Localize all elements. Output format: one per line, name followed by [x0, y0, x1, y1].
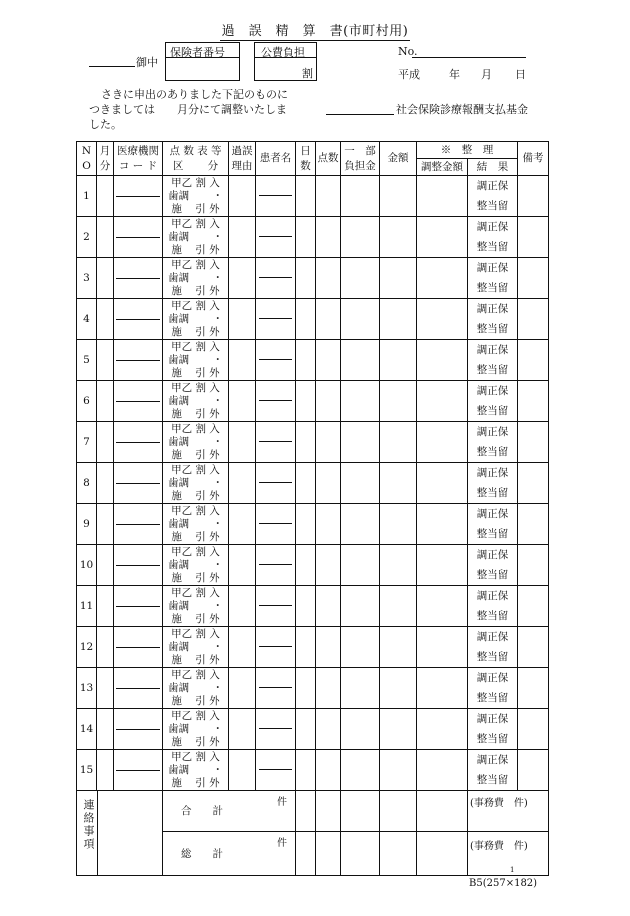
col-amount: 金額: [380, 142, 417, 176]
row-result[interactable]: 調正保 整当留: [468, 586, 518, 627]
row-points[interactable]: [316, 299, 341, 340]
row-patient-name[interactable]: [256, 381, 296, 422]
row-days[interactable]: [296, 422, 316, 463]
total-label-cell: [163, 791, 296, 832]
table-row: [77, 627, 549, 668]
row-institution-code[interactable]: [114, 668, 163, 709]
row-adjust-amount[interactable]: [417, 627, 468, 668]
col-adjust: ※ 整 理: [417, 142, 517, 159]
total-office-fee: (事務費 件): [468, 791, 549, 832]
row-remarks[interactable]: [518, 586, 549, 627]
row-patient-name[interactable]: [256, 627, 296, 668]
row-points[interactable]: [316, 668, 341, 709]
row-adjust-amount[interactable]: [417, 422, 468, 463]
row-month[interactable]: [97, 422, 114, 463]
row-days[interactable]: [296, 750, 316, 791]
row-copay[interactable]: [341, 627, 380, 668]
col-remarks: 備考: [518, 142, 549, 176]
row-amount[interactable]: [380, 258, 417, 299]
row-days[interactable]: [296, 586, 316, 627]
total-ken: 件: [277, 797, 287, 808]
no-label: No.: [398, 45, 418, 58]
row-patient-name[interactable]: [256, 750, 296, 791]
row-adjust-amount[interactable]: [417, 217, 468, 258]
row-copay[interactable]: [341, 299, 380, 340]
date-day: 日: [515, 68, 526, 81]
row-patient-name[interactable]: [256, 504, 296, 545]
row-month[interactable]: [97, 627, 114, 668]
row-amount[interactable]: [380, 750, 417, 791]
total-days[interactable]: [296, 791, 316, 832]
row-days[interactable]: [296, 463, 316, 504]
row-amount[interactable]: [380, 627, 417, 668]
row-amount[interactable]: [380, 586, 417, 627]
message-line-2: つきましては 月分にて調整いたしま: [89, 103, 287, 116]
total-points[interactable]: [316, 791, 341, 832]
addressee-suffix: 御中: [136, 56, 158, 69]
col-result: 結 果: [476, 161, 509, 173]
paper-size: B5(257×182): [469, 878, 538, 889]
row-result[interactable]: 調正保 整当留: [468, 381, 518, 422]
row-reason[interactable]: [229, 668, 256, 709]
row-result[interactable]: 調正保 整当留: [468, 258, 518, 299]
public-burden-wari: 割: [302, 67, 313, 80]
row-days[interactable]: [296, 627, 316, 668]
table-row: [77, 340, 549, 381]
row-institution-code[interactable]: [114, 545, 163, 586]
row-result[interactable]: 調正保 整当留: [468, 668, 518, 709]
row-reason[interactable]: [229, 627, 256, 668]
row-copay[interactable]: [341, 709, 380, 750]
row-reason[interactable]: [229, 586, 256, 627]
row-adjust-amount[interactable]: [417, 586, 468, 627]
row-points[interactable]: [316, 545, 341, 586]
row-kubun[interactable]: 甲乙 割 入 歯調 ・ 施 引 外: [163, 504, 229, 545]
message-line-3: した。: [89, 118, 122, 131]
row-adjust-amount[interactable]: [417, 381, 468, 422]
row-reason[interactable]: [229, 709, 256, 750]
row-kubun[interactable]: 甲乙 割 入 歯調 ・ 施 引 外: [163, 750, 229, 791]
row-number: 15: [77, 750, 97, 791]
col-adjust-group: [417, 142, 518, 176]
row-adjust-amount[interactable]: [417, 709, 468, 750]
row-adjust-amount[interactable]: [417, 463, 468, 504]
row-points[interactable]: [316, 176, 341, 217]
public-burden-label: 公費負担: [261, 46, 305, 59]
table-row: [77, 381, 549, 422]
row-days[interactable]: [296, 176, 316, 217]
row-points[interactable]: [316, 750, 341, 791]
row-month[interactable]: [97, 750, 114, 791]
row-amount[interactable]: [380, 176, 417, 217]
row-kubun[interactable]: 甲乙 割 入 歯調 ・ 施 引 外: [163, 586, 229, 627]
row-copay[interactable]: [341, 545, 380, 586]
row-result[interactable]: 調正保 整当留: [468, 176, 518, 217]
row-reason[interactable]: [229, 299, 256, 340]
table-row: [77, 217, 549, 258]
row-adjust-amount[interactable]: [417, 545, 468, 586]
row-institution-code[interactable]: [114, 627, 163, 668]
row-month[interactable]: [97, 217, 114, 258]
row-month[interactable]: [97, 709, 114, 750]
document-title: 過 誤 精 算 書(市町村用): [221, 24, 409, 39]
row-month[interactable]: [97, 381, 114, 422]
grand-total-label: 総 計: [181, 848, 223, 861]
row-points[interactable]: [316, 381, 341, 422]
row-institution-code[interactable]: [114, 381, 163, 422]
row-days[interactable]: [296, 340, 316, 381]
col-no: N O: [77, 142, 97, 176]
grand-total-days[interactable]: [296, 832, 316, 876]
row-institution-code[interactable]: [114, 258, 163, 299]
row-result[interactable]: 調正保 整当留: [468, 504, 518, 545]
col-copay: 一 部 負担金: [341, 142, 380, 176]
row-number: 13: [77, 668, 97, 709]
row-remarks[interactable]: [518, 750, 549, 791]
row-result[interactable]: 調正保 整当留: [468, 422, 518, 463]
total-adjust-amount[interactable]: [417, 791, 468, 832]
row-kubun[interactable]: 甲乙 割 入 歯調 ・ 施 引 外: [163, 340, 229, 381]
table-header-row: [77, 142, 549, 176]
tick-mark: 1: [510, 866, 515, 874]
row-amount[interactable]: [380, 463, 417, 504]
row-kubun[interactable]: 甲乙 割 入 歯調 ・ 施 引 外: [163, 545, 229, 586]
col-month: 月 分: [97, 142, 114, 176]
row-remarks[interactable]: [518, 381, 549, 422]
row-number: 1: [77, 176, 97, 217]
row-copay[interactable]: [341, 504, 380, 545]
row-points[interactable]: [316, 340, 341, 381]
row-remarks[interactable]: [518, 340, 549, 381]
row-remarks[interactable]: [518, 217, 549, 258]
row-month[interactable]: [97, 258, 114, 299]
row-remarks[interactable]: [518, 504, 549, 545]
row-remarks[interactable]: [518, 627, 549, 668]
row-copay[interactable]: [341, 217, 380, 258]
col-reason: 過誤 理由: [229, 142, 256, 176]
row-amount[interactable]: [380, 668, 417, 709]
row-days[interactable]: [296, 545, 316, 586]
row-institution-code[interactable]: [114, 422, 163, 463]
row-remarks[interactable]: [518, 258, 549, 299]
row-patient-name[interactable]: [256, 299, 296, 340]
row-copay[interactable]: [341, 258, 380, 299]
grand-total-adjust-amount[interactable]: [417, 832, 468, 876]
row-month[interactable]: [97, 586, 114, 627]
row-number: 5: [77, 340, 97, 381]
row-reason[interactable]: [229, 340, 256, 381]
adjustment-table: [76, 141, 549, 876]
row-reason[interactable]: [229, 504, 256, 545]
row-kubun[interactable]: 甲乙 割 入 歯調 ・ 施 引 外: [163, 299, 229, 340]
row-reason[interactable]: [229, 217, 256, 258]
date-year: 年: [449, 68, 460, 81]
row-kubun[interactable]: 甲乙 割 入 歯調 ・ 施 引 外: [163, 258, 229, 299]
row-institution-code[interactable]: [114, 463, 163, 504]
row-reason[interactable]: [229, 750, 256, 791]
table-row: [77, 586, 549, 627]
row-days[interactable]: [296, 668, 316, 709]
contact-label: 連絡事項: [82, 799, 95, 851]
row-result[interactable]: 調正保 整当留: [468, 299, 518, 340]
table-row: [77, 545, 549, 586]
row-days[interactable]: [296, 504, 316, 545]
row-reason[interactable]: [229, 463, 256, 504]
row-kubun[interactable]: 甲乙 割 入 歯調 ・ 施 引 外: [163, 217, 229, 258]
row-amount[interactable]: [380, 545, 417, 586]
row-patient-name[interactable]: [256, 463, 296, 504]
row-patient-name[interactable]: [256, 217, 296, 258]
row-days[interactable]: [296, 381, 316, 422]
row-institution-code[interactable]: [114, 709, 163, 750]
row-amount[interactable]: [380, 381, 417, 422]
row-kubun[interactable]: 甲乙 割 入 歯調 ・ 施 引 外: [163, 381, 229, 422]
table-row: [77, 299, 549, 340]
row-result[interactable]: 調正保 整当留: [468, 545, 518, 586]
row-result[interactable]: 調正保 整当留: [468, 340, 518, 381]
row-patient-name[interactable]: [256, 545, 296, 586]
col-institution-code: 医療機関 コ ー ド: [114, 142, 163, 176]
col-adjust-amount: 調整金額: [417, 159, 468, 175]
grand-total-points[interactable]: [316, 832, 341, 876]
row-remarks[interactable]: [518, 668, 549, 709]
row-month[interactable]: [97, 299, 114, 340]
grand-total-copay[interactable]: [341, 832, 380, 876]
row-result[interactable]: 調正保 整当留: [468, 709, 518, 750]
row-kubun[interactable]: 甲乙 割 入 歯調 ・ 施 引 外: [163, 422, 229, 463]
row-adjust-amount[interactable]: [417, 176, 468, 217]
grand-total-label-cell: [163, 832, 296, 876]
table-row: [77, 504, 549, 545]
row-institution-code[interactable]: [114, 299, 163, 340]
insurer-number-label: 保険者番号: [170, 46, 225, 59]
row-days[interactable]: [296, 258, 316, 299]
row-number: 8: [77, 463, 97, 504]
table-row: [77, 750, 549, 791]
row-result[interactable]: 調正保 整当留: [468, 463, 518, 504]
no-line: [412, 57, 526, 58]
row-adjust-amount[interactable]: [417, 504, 468, 545]
row-number: 4: [77, 299, 97, 340]
row-number: 3: [77, 258, 97, 299]
row-institution-code[interactable]: [114, 340, 163, 381]
row-result[interactable]: 調正保 整当留: [468, 627, 518, 668]
row-remarks[interactable]: [518, 463, 549, 504]
row-kubun[interactable]: 甲乙 割 入 歯調 ・ 施 引 外: [163, 463, 229, 504]
row-patient-name[interactable]: [256, 668, 296, 709]
row-result[interactable]: 調正保 整当留: [468, 217, 518, 258]
row-number: 2: [77, 217, 97, 258]
row-kubun[interactable]: 甲乙 割 入 歯調 ・ 施 引 外: [163, 709, 229, 750]
row-kubun[interactable]: 甲乙 割 入 歯調 ・ 施 引 外: [163, 176, 229, 217]
row-copay[interactable]: [341, 463, 380, 504]
row-points[interactable]: [316, 586, 341, 627]
col-patient-name: 患者名: [256, 142, 296, 176]
row-copay[interactable]: [341, 668, 380, 709]
row-number: 6: [77, 381, 97, 422]
row-amount[interactable]: [380, 299, 417, 340]
addressee-line: [89, 66, 135, 67]
table-row: [77, 709, 549, 750]
table-row: [77, 176, 549, 217]
row-institution-code[interactable]: [114, 504, 163, 545]
row-month[interactable]: [97, 340, 114, 381]
row-copay[interactable]: [341, 750, 380, 791]
row-kubun[interactable]: 甲乙 割 入 歯調 ・ 施 引 外: [163, 627, 229, 668]
row-number: 12: [77, 627, 97, 668]
row-adjust-amount[interactable]: [417, 340, 468, 381]
row-points[interactable]: [316, 217, 341, 258]
row-adjust-amount[interactable]: [417, 299, 468, 340]
date-month: 月: [481, 68, 492, 81]
row-reason[interactable]: [229, 422, 256, 463]
row-amount[interactable]: [380, 217, 417, 258]
row-reason[interactable]: [229, 545, 256, 586]
table-row: [77, 258, 549, 299]
row-remarks[interactable]: [518, 299, 549, 340]
total-amount[interactable]: [380, 791, 417, 832]
row-month[interactable]: [97, 668, 114, 709]
row-patient-name[interactable]: [256, 586, 296, 627]
row-copay[interactable]: [341, 381, 380, 422]
row-copay[interactable]: [341, 422, 380, 463]
row-points[interactable]: [316, 709, 341, 750]
row-points[interactable]: [316, 504, 341, 545]
table-row: [77, 422, 549, 463]
row-copay[interactable]: [341, 176, 380, 217]
row-copay[interactable]: [341, 340, 380, 381]
row-institution-code[interactable]: [114, 217, 163, 258]
row-days[interactable]: [296, 217, 316, 258]
grand-total-ken: 件: [277, 838, 287, 850]
row-reason[interactable]: [229, 258, 256, 299]
date-era: 平成: [398, 68, 420, 81]
row-number: 7: [77, 422, 97, 463]
row-points[interactable]: [316, 258, 341, 299]
row-patient-name[interactable]: [256, 340, 296, 381]
row-remarks[interactable]: [518, 422, 549, 463]
grand-total-office-fee: (事務費 件) 1: [468, 832, 549, 876]
row-number: 9: [77, 504, 97, 545]
contact-cell[interactable]: [77, 791, 163, 876]
row-remarks[interactable]: [518, 545, 549, 586]
col-point-count: 点数: [316, 142, 341, 176]
row-reason[interactable]: [229, 176, 256, 217]
row-result[interactable]: 調正保 整当留: [468, 750, 518, 791]
total-row: [77, 791, 549, 832]
table-row: [77, 668, 549, 709]
row-institution-code[interactable]: [114, 586, 163, 627]
fund-name: 社会保険診療報酬支払基金: [396, 103, 528, 116]
row-month[interactable]: [97, 504, 114, 545]
row-amount[interactable]: [380, 422, 417, 463]
row-kubun[interactable]: 甲乙 割 入 歯調 ・ 施 引 外: [163, 668, 229, 709]
total-label: 合 計: [181, 805, 223, 817]
row-patient-name[interactable]: [256, 258, 296, 299]
row-month[interactable]: [97, 545, 114, 586]
row-remarks[interactable]: [518, 176, 549, 217]
row-days[interactable]: [296, 709, 316, 750]
row-points[interactable]: [316, 627, 341, 668]
row-institution-code[interactable]: [114, 750, 163, 791]
row-amount[interactable]: [380, 340, 417, 381]
row-reason[interactable]: [229, 381, 256, 422]
row-patient-name[interactable]: [256, 709, 296, 750]
row-month[interactable]: [97, 176, 114, 217]
row-number: 14: [77, 709, 97, 750]
row-amount[interactable]: [380, 504, 417, 545]
row-number: 10: [77, 545, 97, 586]
row-adjust-amount[interactable]: [417, 750, 468, 791]
row-patient-name[interactable]: [256, 422, 296, 463]
row-points[interactable]: [316, 463, 341, 504]
insurer-number-box[interactable]: [165, 42, 240, 81]
row-adjust-amount[interactable]: [417, 668, 468, 709]
row-days[interactable]: [296, 299, 316, 340]
grand-total-amount[interactable]: [380, 832, 417, 876]
col-days: 日 数: [296, 142, 316, 176]
row-month[interactable]: [97, 463, 114, 504]
row-copay[interactable]: [341, 586, 380, 627]
row-amount[interactable]: [380, 709, 417, 750]
row-points[interactable]: [316, 422, 341, 463]
col-points-table: 点 数 表 等 区 分: [163, 142, 229, 176]
message-line-1: さきに申出のありました下記のものに: [101, 88, 288, 101]
total-copay[interactable]: [341, 791, 380, 832]
fund-line: [326, 114, 394, 115]
row-institution-code[interactable]: [114, 176, 163, 217]
table-row: [77, 463, 549, 504]
row-remarks[interactable]: [518, 709, 549, 750]
row-adjust-amount[interactable]: [417, 258, 468, 299]
row-patient-name[interactable]: [256, 176, 296, 217]
row-number: 11: [77, 586, 97, 627]
public-burden-box[interactable]: [254, 42, 317, 81]
